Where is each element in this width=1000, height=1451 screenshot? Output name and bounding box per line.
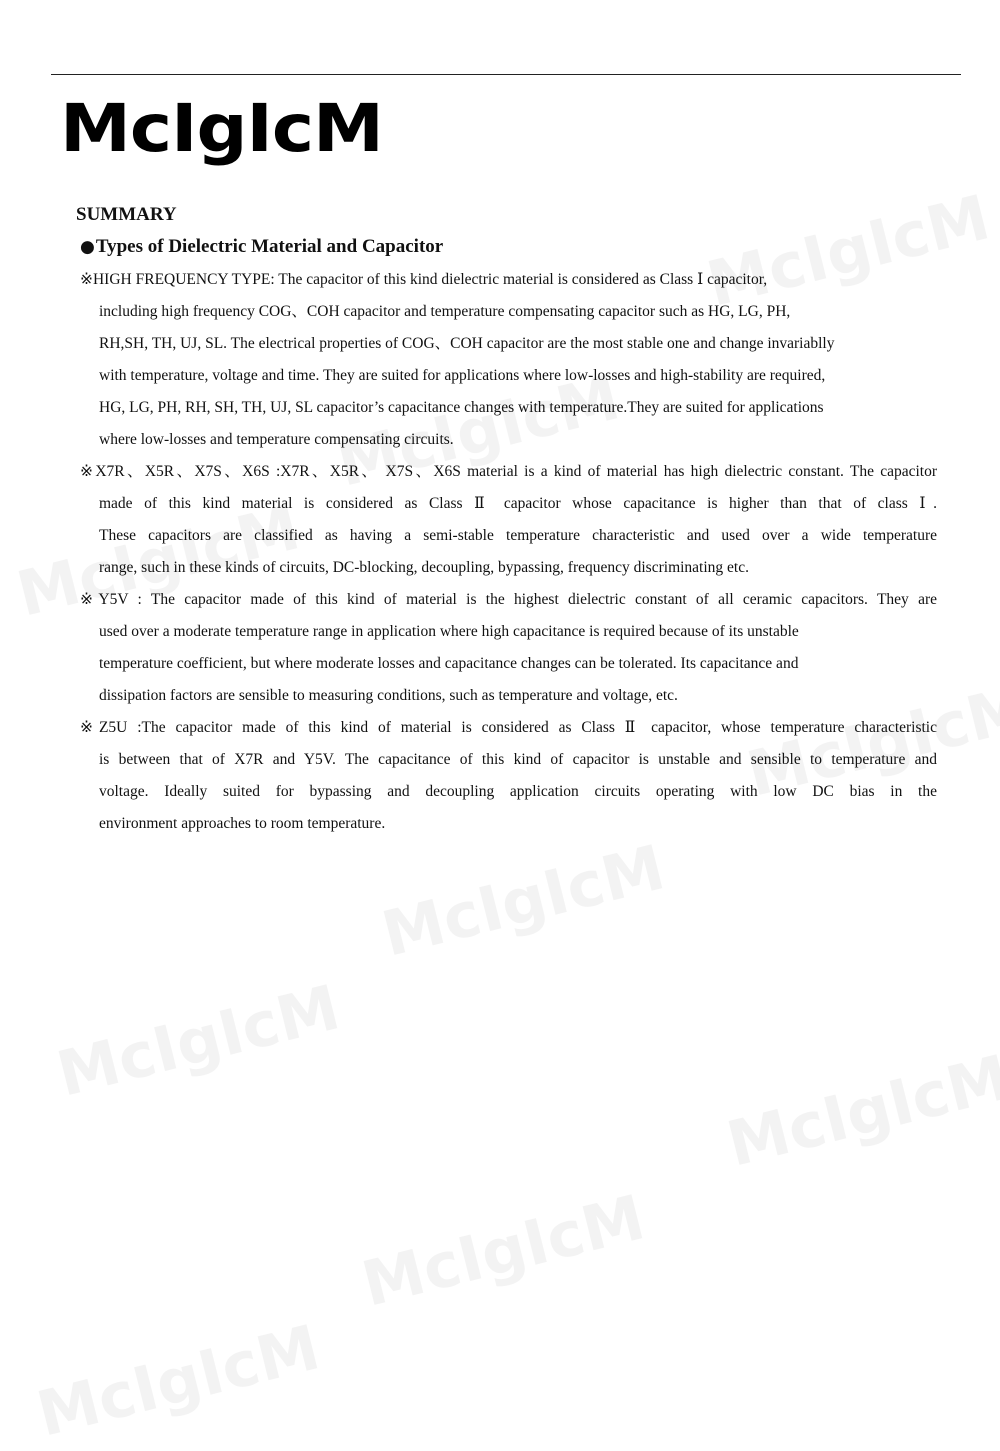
- text-line: with temperature, voltage and time. They are suited for applications where low-losses and high-stability are required,: [99, 367, 826, 384]
- text-line: range, such in these kinds of circuits, DC-blocking, decoupling, bypassing, frequency discriminating etc.: [99, 559, 749, 576]
- text-line: is between that of X7R and Y5V. The capacitance of this kind of capacitor is unstable and sensible to temperature and: [99, 751, 937, 768]
- text-line: ※X7R、X5R、X7S、X6S :X7R、X5R、 X7S、X6S material is a kind of material has high dielectric constant. The capacitor: [80, 463, 937, 480]
- watermark: [720, 1040, 1000, 1180]
- text-line: These capacitors are classified as having a semi-stable temperature characteristic and used over a wide temperature: [99, 527, 937, 544]
- summary-title: SUMMARY: [76, 204, 177, 225]
- section-heading-text: Types of Dielectric Material and Capacitor: [95, 236, 444, 257]
- watermark: [30, 1310, 327, 1450]
- header-rule: [51, 74, 961, 75]
- text-line: temperature coefficient, but where moderate losses and capacitance changes can be tolerated. Its capacitance and: [99, 655, 799, 672]
- text-line: RH,SH, TH, UJ, SL. The electrical properties of COG、COH capacitor are the most stable one and change invariablly: [99, 335, 835, 352]
- text-line: HG, LG, PH, RH, SH, TH, UJ, SL capacitor’s capacitance changes with temperature.They are suited for applications: [99, 399, 824, 416]
- text-line: used over a moderate temperature range in application where high capacitance is required because of its unstable: [99, 623, 799, 640]
- x7r-type-section: [0, 456, 1000, 584]
- z5u-type-section: [0, 712, 1000, 840]
- section-heading: [80, 236, 443, 258]
- text-line: ※Y5V : The capacitor made of this kind of material is the highest dielectric constant of all ceramic capacitors. They are: [80, 591, 937, 608]
- bullet-icon: ●: [80, 237, 95, 257]
- y5v-type-section: [0, 584, 1000, 712]
- brand-logo: McIgIcM: [60, 90, 383, 167]
- watermark: [375, 830, 672, 970]
- text-line: dissipation factors are sensible to measuring conditions, such as temperature and voltage, etc.: [99, 687, 678, 704]
- text-line: ※HIGH FREQUENCY TYPE: The capacitor of this kind dielectric material is considered as Class Ⅰ capacitor,: [80, 271, 768, 288]
- watermark: [355, 1180, 652, 1320]
- text-line: voltage. Ideally suited for bypassing and decoupling application circuits operating with low DC bias in the: [99, 783, 937, 800]
- text-line: including high frequency COG、COH capacitor and temperature compensating capacitor such as HG, LG, PH,: [99, 303, 791, 320]
- text-line: environment approaches to room temperature.: [99, 815, 386, 832]
- high-frequency-type-section: [0, 264, 1000, 456]
- watermark: [50, 970, 347, 1110]
- dielectric-types-list: [0, 264, 1000, 840]
- text-line: where low-losses and temperature compensating circuits.: [99, 431, 454, 448]
- text-line: ※Z5U :The capacitor made of this kind of material is considered as Class Ⅱ capacitor, whose temperature characteristic: [80, 719, 937, 736]
- text-line: made of this kind material is considered as Class Ⅱ capacitor whose capacitance is higher than that of class Ⅰ.: [99, 495, 937, 512]
